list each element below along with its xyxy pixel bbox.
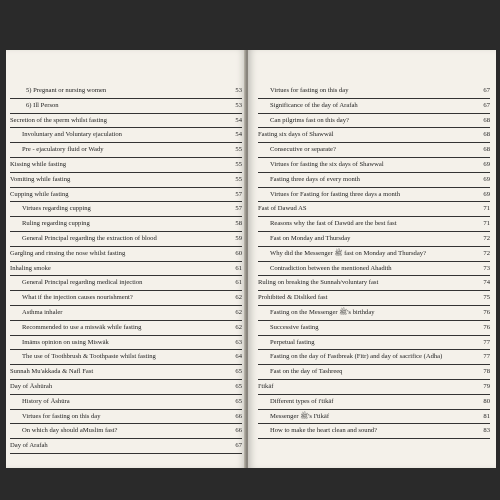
toc-entry-page-number: 53	[235, 101, 242, 109]
toc-entry	[258, 262, 490, 277]
toc-entry-page-number: 62	[235, 308, 242, 316]
toc-entry	[258, 365, 490, 380]
toc-entry	[258, 306, 490, 321]
toc-entry-page-number: 72	[483, 234, 490, 242]
toc-entry-page-number: 55	[235, 146, 242, 154]
toc-entry-page-number: 80	[483, 397, 490, 405]
toc-entry-page-number: 69	[483, 160, 490, 168]
toc-entry-page-number: 62	[235, 294, 242, 302]
toc-entry-page-number: 60	[235, 249, 242, 257]
toc-entry	[10, 114, 242, 129]
toc-entry-page-number: 67	[483, 101, 490, 109]
toc-entry-page-number: 61	[235, 264, 242, 272]
toc-entry-title: Gargling and rinsing the nose whilst fasting	[10, 249, 126, 257]
toc-entry-page-number: 54	[235, 116, 242, 124]
toc-entry	[258, 114, 490, 129]
left-page	[6, 50, 246, 468]
toc-entry	[258, 158, 490, 173]
toc-entry-page-number: 79	[483, 382, 490, 390]
toc-entry	[258, 84, 490, 99]
toc-entry	[258, 410, 490, 425]
toc-entry-page-number: 74	[483, 279, 490, 287]
toc-entry-title: Ruling regarding cupping	[22, 220, 90, 228]
toc-entry	[10, 232, 242, 247]
toc-entry-title: Cupping while fasting	[10, 190, 69, 198]
toc-entry	[258, 202, 490, 217]
toc-entry-title: Virtues for fasting the six days of Shawwal	[270, 160, 384, 168]
toc-entry	[10, 247, 242, 262]
toc-entry-title: Contradiction between the mentioned Ahadith	[270, 264, 392, 272]
toc-entry-page-number: 61	[235, 279, 242, 287]
toc-entry-title: Pre - ejaculatory fluid or Wady	[22, 146, 104, 154]
toc-entry-title: Successive fasting	[270, 323, 319, 331]
toc-entry-page-number: 71	[483, 220, 490, 228]
toc-entry	[10, 410, 242, 425]
toc-entry	[258, 350, 490, 365]
toc-entry-page-number: 59	[235, 234, 242, 242]
toc-entry-title: Fast of Dawud AS	[258, 205, 307, 213]
toc-entry	[10, 395, 242, 410]
toc-entry	[258, 380, 490, 395]
toc-entry-page-number: 66	[235, 427, 242, 435]
toc-entry-page-number: 81	[483, 412, 490, 420]
toc-entry-page-number: 55	[235, 160, 242, 168]
toc-entry-title: History of Āshūra	[22, 397, 70, 405]
toc-entry-title: Virtues for Fasting for fasting three days a month	[270, 190, 400, 198]
right-contents-list	[258, 84, 490, 439]
toc-entry-page-number: 67	[235, 442, 242, 450]
toc-entry-page-number: 83	[483, 427, 490, 435]
toc-entry	[10, 158, 242, 173]
toc-entry-page-number: 77	[483, 353, 490, 361]
toc-entry-title: How to make the heart clean and sound?	[270, 427, 378, 435]
toc-entry-title: Fast on the day of Tashreeq	[270, 368, 343, 376]
toc-entry	[258, 128, 490, 143]
toc-entry-page-number: 76	[483, 323, 490, 331]
toc-entry	[10, 380, 242, 395]
toc-entry	[10, 321, 242, 336]
toc-entry	[10, 99, 242, 114]
toc-entry	[258, 336, 490, 351]
toc-entry-title: Fasting three days of every month	[270, 175, 360, 183]
toc-entry	[258, 291, 490, 306]
toc-entry-page-number: 68	[483, 131, 490, 139]
toc-entry-page-number: 65	[235, 382, 242, 390]
toc-entry-page-number: 65	[235, 397, 242, 405]
toc-entry	[10, 424, 242, 439]
toc-entry-title: Vomiting while fasting	[10, 175, 71, 183]
toc-entry-page-number: 72	[483, 249, 490, 257]
toc-entry-title: Virtues for fasting on this day	[22, 412, 101, 420]
toc-entry-page-number: 62	[235, 323, 242, 331]
toc-entry	[258, 173, 490, 188]
toc-entry-title: Involuntary and Voluntary ejaculation	[22, 131, 122, 139]
toc-entry-title: On which day should aMuslim fast?	[22, 427, 118, 435]
toc-entry-page-number: 53	[235, 87, 242, 94]
toc-entry	[10, 336, 242, 351]
toc-entry-title: What if the injection causes nourishment?	[22, 294, 133, 302]
toc-entry-page-number: 71	[483, 205, 490, 213]
toc-entry-title: Consecutive or separate?	[270, 146, 336, 154]
toc-entry-title: Secretion of the sperm whilst fasting	[10, 116, 107, 124]
toc-entry-title: Asthma inhaler	[22, 308, 63, 316]
toc-entry-page-number: 69	[483, 190, 490, 198]
toc-entry-title: Significance of the day of Arafah	[270, 101, 358, 109]
left-contents-list	[10, 84, 242, 454]
toc-entry	[10, 262, 242, 277]
toc-entry-page-number: 58	[235, 220, 242, 228]
toc-entry-page-number: 75	[483, 294, 490, 302]
toc-entry-page-number: 76	[483, 308, 490, 316]
toc-entry-title: Kissing while fasting	[10, 160, 67, 168]
toc-entry-title: Why did the Messenger ﷺ fast on Monday and Thursday?	[270, 249, 427, 257]
toc-entry-title: Fasting on the Messenger ﷺ's birthday	[270, 308, 375, 316]
toc-entry	[10, 173, 242, 188]
toc-entry	[258, 143, 490, 158]
toc-entry-page-number: 68	[483, 116, 490, 124]
toc-entry	[10, 365, 242, 380]
toc-entry	[10, 202, 242, 217]
toc-entry-page-number: 55	[235, 175, 242, 183]
toc-entry-page-number: 77	[483, 338, 490, 346]
toc-entry-title: Virtues regarding cupping	[22, 205, 91, 213]
toc-entry-page-number: 68	[483, 146, 490, 154]
toc-entry-title: Fast on Monday and Thursday	[270, 234, 351, 242]
toc-entry-page-number: 57	[235, 205, 242, 213]
toc-entry-title: 5) Pregnant or nursing women	[26, 87, 107, 94]
toc-entry-title: Sunnah Mu'akkada & Nafl Fast	[10, 368, 94, 376]
toc-entry	[10, 306, 242, 321]
toc-entry-page-number: 64	[235, 353, 242, 361]
toc-entry-title: Prohibited & Disliked fast	[258, 294, 328, 302]
toc-entry-page-number: 63	[235, 338, 242, 346]
toc-entry-title: Inhaling smoke	[10, 264, 51, 272]
toc-entry-title: General Principal regarding the extraction of blood	[22, 234, 157, 242]
toc-entry-title: Virtues for fasting on this day	[270, 87, 349, 94]
toc-entry	[10, 217, 242, 232]
toc-entry	[10, 439, 242, 454]
toc-entry	[258, 276, 490, 291]
toc-entry	[10, 350, 242, 365]
toc-entry-page-number: 65	[235, 368, 242, 376]
toc-entry-title: Fasting on the day of Fastbreak (Fitr) and day of sacrifice (Adha)	[270, 353, 443, 361]
toc-entry	[10, 276, 242, 291]
toc-entry-title: Different types of i'tikāf	[270, 397, 334, 405]
toc-entry-title: The use of Toothbrush & Toothpaste whilst fasting	[22, 353, 156, 361]
toc-entry	[10, 84, 242, 99]
toc-entry-title: Ruling on breaking the Sunnah/voluntary fast	[258, 279, 379, 287]
toc-entry-title: Can pilgrims fast on this day?	[270, 116, 349, 124]
toc-entry	[258, 424, 490, 439]
toc-entry-title: I'tikāf	[258, 382, 274, 390]
toc-entry-page-number: 78	[483, 368, 490, 376]
toc-entry	[258, 247, 490, 262]
toc-entry	[10, 291, 242, 306]
toc-entry-title: Imāms opinion on using Miswāk	[22, 338, 109, 346]
toc-entry-title: Messenger ﷺ's I'tikāf	[270, 412, 330, 420]
toc-entry	[10, 128, 242, 143]
toc-entry-page-number: 54	[235, 131, 242, 139]
toc-entry	[258, 188, 490, 203]
right-page	[248, 50, 496, 468]
toc-entry	[258, 217, 490, 232]
toc-entry-title: General Principal regarding medical injection	[22, 279, 143, 287]
toc-entry-page-number: 67	[483, 87, 490, 94]
toc-entry	[10, 143, 242, 158]
toc-entry-title: Day of Āshūrah	[10, 382, 53, 390]
toc-entry-page-number: 73	[483, 264, 490, 272]
toc-entry	[258, 321, 490, 336]
toc-entry	[258, 232, 490, 247]
toc-entry-title: Reasons why the fast of Dawūd are the best fast	[270, 220, 397, 228]
toc-entry-page-number: 57	[235, 190, 242, 198]
toc-entry	[258, 99, 490, 114]
toc-entry	[10, 188, 242, 203]
toc-entry	[258, 395, 490, 410]
toc-entry-page-number: 69	[483, 175, 490, 183]
toc-entry-title: Fasting six days of Shawwāl	[258, 131, 334, 139]
toc-entry-title: Recommended to use a miswāk while fasting	[22, 323, 142, 331]
toc-entry-title: Day of Arafah	[10, 442, 48, 450]
toc-entry-page-number: 66	[235, 412, 242, 420]
toc-entry-title: Perpetual fasting	[270, 338, 315, 346]
toc-entry-title: 6) Ill Person	[26, 101, 59, 109]
